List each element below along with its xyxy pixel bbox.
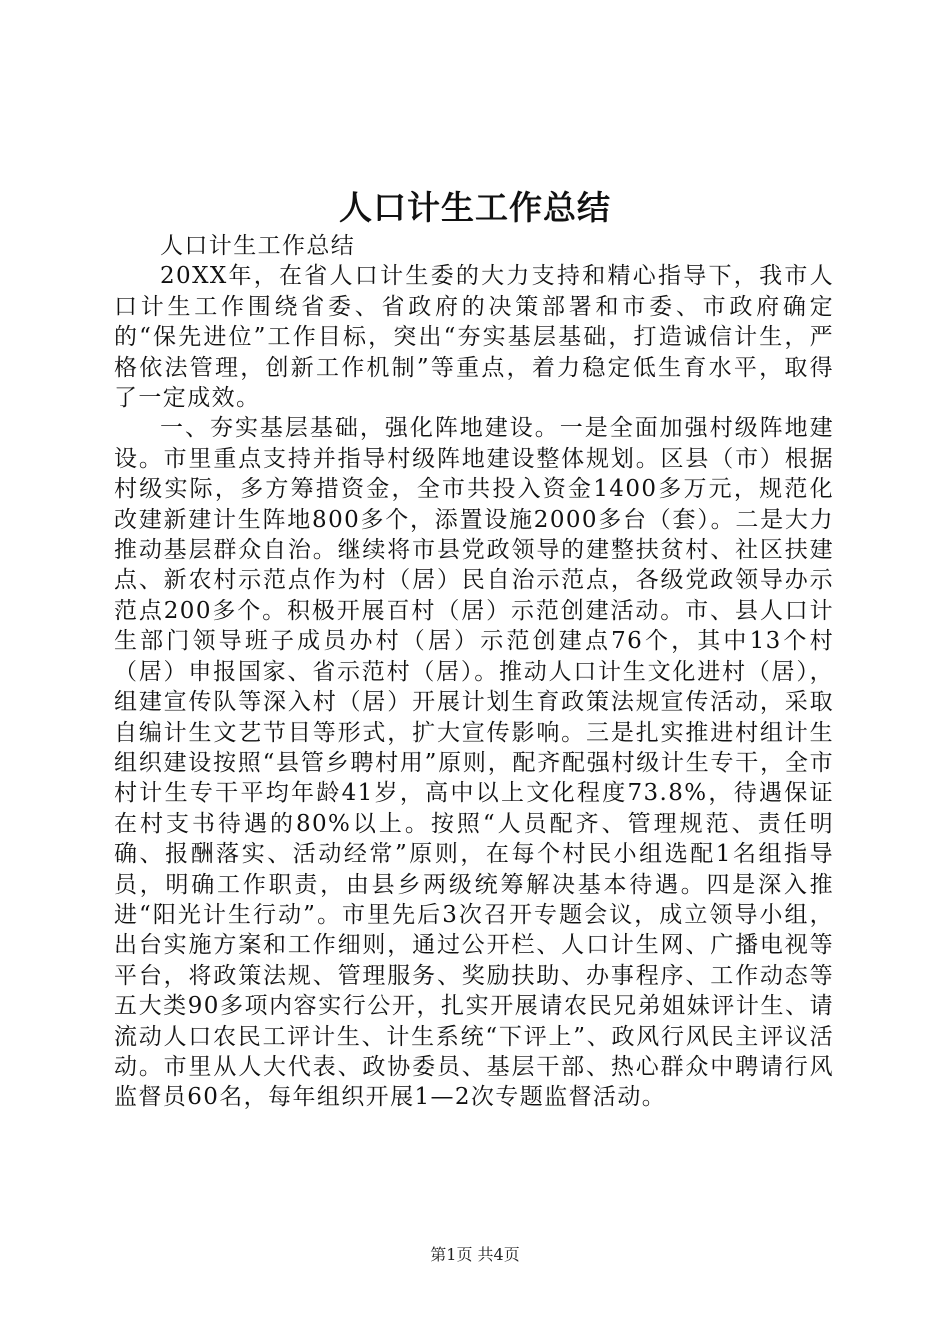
- document-body: [114, 231, 834, 1113]
- section-one-paragraph: 一、夯实基层基础，强化阵地建设。一是全面加强村级阵地建设。市里重点支持并指导村级阵地建设整体规划。区县（市）根据村级实际，多方筹措资金，全市共投入资金1400多万元，规范化改建新建计生阵地800多个，添置设施2000多台（套）。二是大力推动基层群众自治。继续将市县党政领导的建整扶贫村、社区扶建点、新农村示范点作为村（居）民自治示范点，各级党政领导办示范点200多个。积极开展百村（居）示范创建活动。市、县人口计生部门领导班子成员办村（居）示范创建点76个，其中13个村（居）申报国家、省示范村（居）。推动人口计生文化进村（居），组建宣传队等深入村（居）开展计划生育政策法规宣传活动，采取自编计生文艺节目等形式，扩大宣传影响。三是扎实推进村组计生组织建设按照“县管乡聘村用”原则，配齐配强村级计生专干，全市村计生专干平均年龄41岁，高中以上文化程度73.8%，待遇保证在村支书待遇的80%以上。按照“人员配齐、管理规范、责任明确、报酬落实、活动经常”原则，在每个村民小组选配1名组指导员，明确工作职责，由县乡两级统筹解决基本待遇。四是深入推进“阳光计生行动”。市里先后3次召开专题会议，成立领导小组，出台实施方案和工作细则，通过公开栏、人口计生网、广播电视等平台，将政策法规、管理服务、奖励扶助、办事程序、工作动态等五大类90多项内容实行公开，扎实开展请农民兄弟姐妹评计生、请流动人口农民工评计生、计生系统“下评上”、政风行风民主评议活动。市里从人大代表、政协委员、基层干部、热心群众中聘请行风监督员60名，每年组织开展1—2次专题监督活动。: [114, 415, 834, 1111]
- page-footer: 第1页 共4页: [430, 1245, 520, 1264]
- intro-paragraph: 20XX年，在省人口计生委的大力支持和精心指导下，我市人口计生工作围绕省委、省政府的决策部署和市委、市政府确定的“保先进位”工作目标，突出“夯实基层基础，打造诚信计生，严格依法管理，创新工作机制”等重点，着力稳定低生育水平，取得了一定成效。: [114, 263, 834, 412]
- subtitle-paragraph: 人口计生工作总结: [160, 233, 356, 259]
- document-title: 人口计生工作总结: [339, 188, 611, 227]
